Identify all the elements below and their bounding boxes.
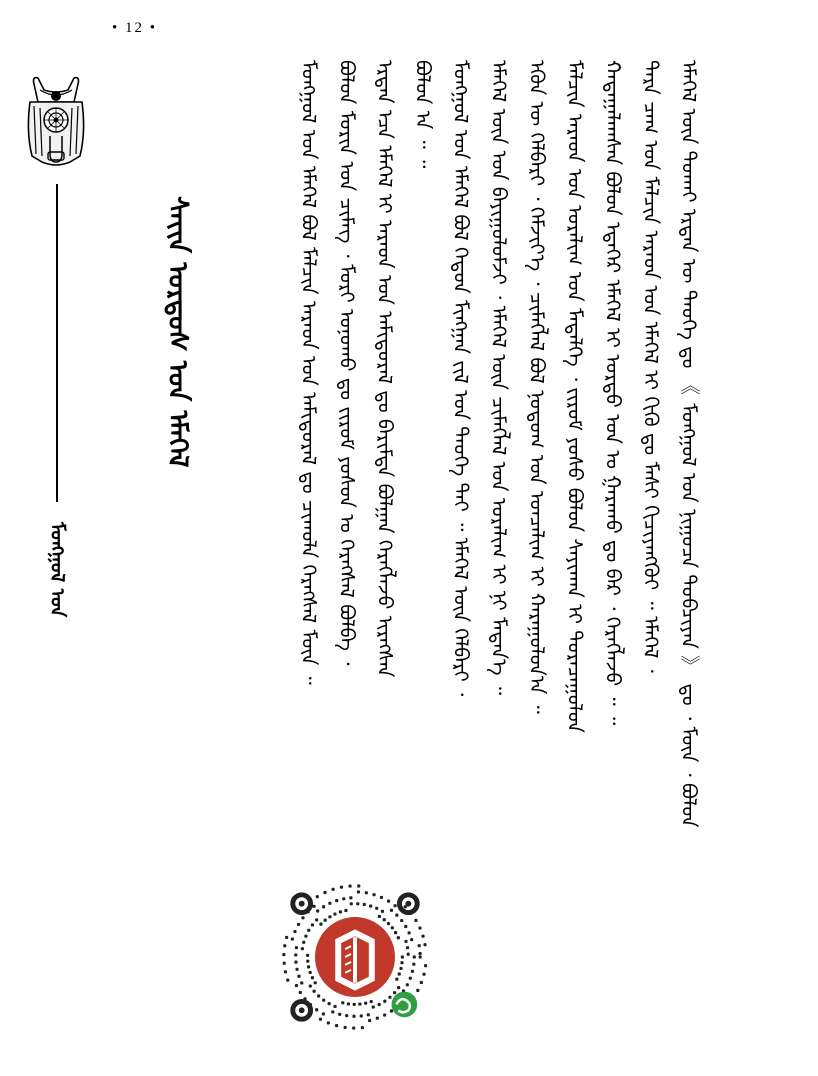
- qr-module: [338, 1013, 341, 1016]
- qr-module: [361, 1026, 364, 1029]
- qr-module: [314, 981, 317, 984]
- page-number: • 12 •: [112, 20, 158, 36]
- qr-module: [395, 914, 398, 917]
- qr-module: [342, 897, 345, 900]
- qr-module: [399, 967, 402, 970]
- qr-module: [422, 973, 425, 976]
- qr-module: [306, 954, 309, 957]
- qr-module: [349, 896, 352, 899]
- qr-module: [411, 970, 414, 973]
- qr-module: [335, 899, 338, 902]
- qr-module: [323, 891, 326, 894]
- qr-module: [313, 990, 316, 993]
- qr-module: [283, 962, 286, 965]
- qr-module: [344, 1026, 347, 1029]
- qr-module: [286, 979, 289, 982]
- qr-module: [322, 905, 325, 908]
- qr-module: [316, 895, 319, 898]
- qr-module: [424, 964, 427, 967]
- qr-module: [327, 1021, 330, 1024]
- text-column: ᠡᠭᠦᠨ ᠦ ᠬᠡᠯᠪᠡᠷᠢ ᠂ ᠬᠡᠮᠵᠢᠶ᠎ᠡ ᠂ ᠴᠢᠮᠡᠭᠯᠡᠯ ᠪᠣᠯ ᠨᠤᠲᠤᠭ ᠤᠨ ᠣᠨᠴᠠᠯᠢᠭ ᠢ ᠬᠠᠷᠠᠭᠤᠯᠤᠨ᠎ᠠ ᠃: [525, 60, 549, 714]
- qr-module: [356, 902, 359, 905]
- qr-module: [333, 1005, 336, 1008]
- qr-module: [309, 971, 312, 974]
- qr-module: [380, 896, 383, 899]
- qr-module: [395, 978, 398, 981]
- qr-module: [295, 984, 298, 987]
- qr-module: [300, 981, 303, 984]
- qr-module: [393, 991, 396, 994]
- qr-code-icon[interactable]: [276, 878, 434, 1036]
- qr-module: [297, 923, 300, 926]
- qr-module: [423, 943, 426, 946]
- qr-module: [307, 929, 310, 932]
- qr-module: [341, 1001, 344, 1004]
- qr-module: [419, 955, 422, 958]
- qr-module: [315, 918, 318, 921]
- qr-module: [352, 1027, 355, 1030]
- qr-module: [369, 904, 372, 907]
- running-header: ᠮᠤᠩᠭᠤᠯ ᠤᠨ: [46, 522, 68, 618]
- qr-module: [406, 983, 409, 986]
- qr-module: [357, 890, 360, 893]
- qr-module: [413, 955, 416, 958]
- qr-module: [412, 963, 415, 966]
- qr-module: [370, 1000, 373, 1003]
- qr-module: [306, 960, 309, 963]
- qr-module: [322, 999, 325, 1002]
- qr-module: [285, 936, 288, 939]
- header-rule: [56, 184, 58, 502]
- qr-module: [353, 1003, 356, 1006]
- text-column: ᠮᠣᠩᠭᠣᠯ ᠤᠨ ᠡᠮᠡᠭᠡᠯ ᠪᠣᠯ ᠬᠡᠳᠦᠨ ᠮᠢᠩᠭᠠᠨ ᠵᠢᠯ ᠤᠨ ᠲᠡᠦᠬᠡ ᠲᠡᠢ ᠃ ᠡᠮᠡᠭᠡᠯ ᠦᠨ ᠬᠡᠯᠪᠡᠷᠢ ᠂: [449, 60, 473, 697]
- text-column: ᠡᠮᠡᠭᠡᠯ ᠦᠨ ᠡᠳ ᠪᠠᠶᠢᠭᠤᠯᠤᠮᠵᠢ ᠂ ᠡᠮᠡᠭᠡᠯ ᠦᠨ ᠴᠢᠮᠡᠭᠯᠡᠯ ᠤᠨ ᠤᠷᠠᠯᠢᠭ ᠢ ᠨᠢ ᠮᠡᠳᠡᠨ᠎ᠡ ᠃: [487, 60, 511, 696]
- qr-module: [316, 909, 319, 912]
- qr-module: [328, 1002, 331, 1005]
- qr-module: [315, 1008, 318, 1011]
- qr-module: [381, 910, 384, 913]
- qr-module: [307, 965, 310, 968]
- qr-module: [420, 981, 423, 984]
- qr-module: [304, 935, 307, 938]
- qr-module: [397, 986, 400, 989]
- qr-module: [357, 884, 360, 887]
- qr-module: [394, 931, 397, 934]
- qr-module: [335, 1024, 338, 1027]
- qr-module: [282, 953, 285, 956]
- qr-module: [365, 891, 368, 894]
- qr-module: [283, 944, 286, 947]
- qr-module: [391, 926, 394, 929]
- qr-module: [410, 938, 413, 941]
- qr-module: [360, 1014, 363, 1017]
- qr-module: [388, 996, 391, 999]
- qr-module: [319, 1018, 322, 1021]
- qr-module: [414, 919, 417, 922]
- text-column: ᠪᠣᠯᠤᠨ ᠠ ᠃ ᠃: [411, 60, 435, 169]
- text-column: ᠮᠤᠩᠭᠤᠯ ᠤᠨ ᠡᠮᠡᠭᠡᠯ ᠪᠣᠯ ᠮᠠᠯᠴᠢᠨ ᠠᠷᠠᠳ ᠤᠨ ᠠᠮᠢᠳᠤᠷᠠᠯ ᠳᠤ ᠴᠢᠬᠤᠯᠠ ᠬᠡᠷᠡᠭᠰᠡᠯ ᠮᠥᠨ ᠃: [297, 60, 321, 685]
- qr-module: [301, 916, 304, 919]
- qr-module: [401, 955, 404, 958]
- qr-module: [328, 902, 331, 905]
- text-column: ᠡᠷᠲᠡᠨ ᠡᠴᠡ ᠡᠮᠡᠭᠡᠯ ᠢ ᠠᠷᠠᠳ ᠤᠨ ᠠᠮᠢᠳᠤᠷᠠᠯ ᠳᠤ ᠪᠠᠷᠢᠮᠲᠠ ᠪᠣᠯᠭᠠᠨ ᠬᠡᠷᠡᠭᠯᠡᠵᠦ ᠢᠷᠡᠭᠰᠡᠨ: [373, 60, 397, 678]
- qr-module: [293, 930, 296, 933]
- qr-module: [291, 937, 294, 940]
- qr-module: [378, 915, 381, 918]
- qr-module: [367, 1013, 370, 1016]
- qr-module: [407, 953, 410, 956]
- qr-module: [333, 912, 336, 915]
- qr-module: [309, 984, 312, 987]
- text-column: ᠪᠣᠯᠤᠨ ᠮᠤᠷᠢᠨ ᠤᠨ ᠴᠢᠮᠡᠭ ᠂ ᠮᠤᠷᠢ ᠤᠨᠤᠬᠤ ᠳᠤ ᠵᠢᠷᠤᠮ ᠶᠣᠰᠤᠨ ᠤ ᠬᠡᠷᠡᠭᠰᠡᠯ ᠪᠣᠯᠪᠠ ᠂: [335, 60, 359, 666]
- qr-module: [339, 910, 342, 913]
- qr-module: [347, 1002, 350, 1005]
- qr-module: [390, 909, 393, 912]
- qr-module: [340, 886, 343, 889]
- qr-module: [299, 991, 302, 994]
- qr-module: [383, 1013, 386, 1016]
- section-title: ᠰᠠᠶ᠋ᠢᠨ ᠤᠷᠲᠤᠰ ᠤᠨ ᠡᠮᠡᠭᠡᠯ: [162, 196, 193, 468]
- qr-module: [398, 972, 401, 975]
- text-column: ᠬᠠᠳᠠᠭᠠᠯᠠᠭᠰᠠᠨ ᠪᠣᠯᠤᠨ ᠡᠳᠡᠭᠡᠷ ᠡᠮᠡᠭᠡᠯ ᠢ ᠤᠷᠲᠤ ᠣᠨ ᠤ ᠭᠠᠷᠠᠬᠤ ᠳᠤ ᠪᠡᠷ ᠂ ᠬᠡᠷᠡᠭᠯᠡᠵᠦ ᠃ ᠃: [601, 60, 625, 726]
- qr-module: [364, 1002, 367, 1005]
- qr-module: [345, 1014, 348, 1017]
- qr-module: [331, 888, 334, 891]
- text-column: ᠲᠡᠷᠡ ᠴᠠᠭ ᠤᠨ ᠮᠠᠯᠴᠢᠨ ᠠᠷᠠᠳ ᠤᠨ ᠡᠮᠡᠭᠡᠯ ᠢ ᠬᠢᠬᠦ ᠳᠤ ᠮᠠᠰᠢ ᠬᠢᠴᠢᠶᠡᠩᠭᠦᠢ ᠃ ᠡᠮᠡᠭᠡᠯ ᠂: [639, 60, 663, 673]
- qr-module: [406, 946, 409, 949]
- qr-module: [375, 907, 378, 910]
- qr-module: [409, 977, 412, 980]
- qr-module: [400, 919, 403, 922]
- qr-module: [348, 885, 351, 888]
- qr-module: [421, 935, 424, 938]
- qr-module: [383, 918, 386, 921]
- text-column: ᠡᠮᠡᠭᠡᠯ ᠦᠨ ᠲᠤᠬᠠᠢ ᠡᠷᠲᠡᠨ ᠦ ᠲᠡᠦᠬᠡ ᠳᠤ 《 ᠮᠣᠩᠭᠣᠯ ᠤᠨ ᠨᠢᠭᠤᠴᠠ ᠲᠣᠪᠴᠢᠶᠠᠨ 》 ᠳᠤ ᠂ ᠮᠥᠨ ᠂ ᠪᠣᠯᠤᠨ: [677, 60, 701, 828]
- qr-module: [295, 946, 298, 949]
- qr-module: [416, 989, 419, 992]
- qr-module: [387, 900, 390, 903]
- qr-module: [350, 902, 353, 905]
- qr-module: [404, 925, 407, 928]
- qr-module: [358, 1003, 361, 1006]
- qr-module: [400, 961, 403, 964]
- qr-module: [294, 961, 297, 964]
- qr-module: [363, 903, 366, 906]
- qr-module: [394, 904, 397, 907]
- qr-module: [297, 975, 300, 978]
- qr-module: [317, 994, 320, 997]
- qr-module: [376, 1017, 379, 1020]
- qr-module: [404, 940, 407, 943]
- qr-module: [301, 947, 304, 950]
- qr-module: [378, 1003, 381, 1006]
- qr-module: [418, 926, 421, 929]
- qr-module: [397, 936, 400, 939]
- text-column: ᠮᠠᠯᠴᠢᠨ ᠠᠷᠠᠳ ᠤᠨ ᠤᠷᠠᠯᠢᠭ ᠤᠨ ᠮᠡᠳᠡᠯᠭᠡ ᠂ ᠵᠢᠷᠤᠮ ᠶᠣᠰᠤ ᠪᠣᠯᠤᠨ ᠰᠠᠶᠢᠬᠠᠨ ᠢ ᠲᠣᠷᠠᠴᠠᠭᠤᠯᠤᠨ: [563, 60, 587, 733]
- qr-module: [322, 1012, 325, 1015]
- qr-module: [319, 923, 322, 926]
- qr-module: [331, 1010, 334, 1013]
- qr-module: [390, 1009, 393, 1012]
- qr-module: [295, 968, 298, 971]
- qr-module: [372, 1005, 375, 1008]
- qr-module: [311, 976, 314, 979]
- qr-module: [324, 919, 327, 922]
- qr-module: [372, 893, 375, 896]
- qr-module: [328, 915, 331, 918]
- qr-module: [344, 909, 347, 912]
- qr-module: [418, 944, 421, 947]
- qr-module: [302, 941, 305, 944]
- qr-module: [418, 952, 421, 955]
- saddle-emblem-icon: [20, 72, 92, 172]
- qr-module: [383, 1000, 386, 1003]
- qr-module: [408, 931, 411, 934]
- qr-module: [311, 923, 314, 926]
- qr-module: [284, 970, 287, 973]
- qr-module: [294, 953, 297, 956]
- qr-module: [387, 922, 390, 925]
- qr-module: [368, 1019, 371, 1022]
- qr-module: [352, 1015, 355, 1018]
